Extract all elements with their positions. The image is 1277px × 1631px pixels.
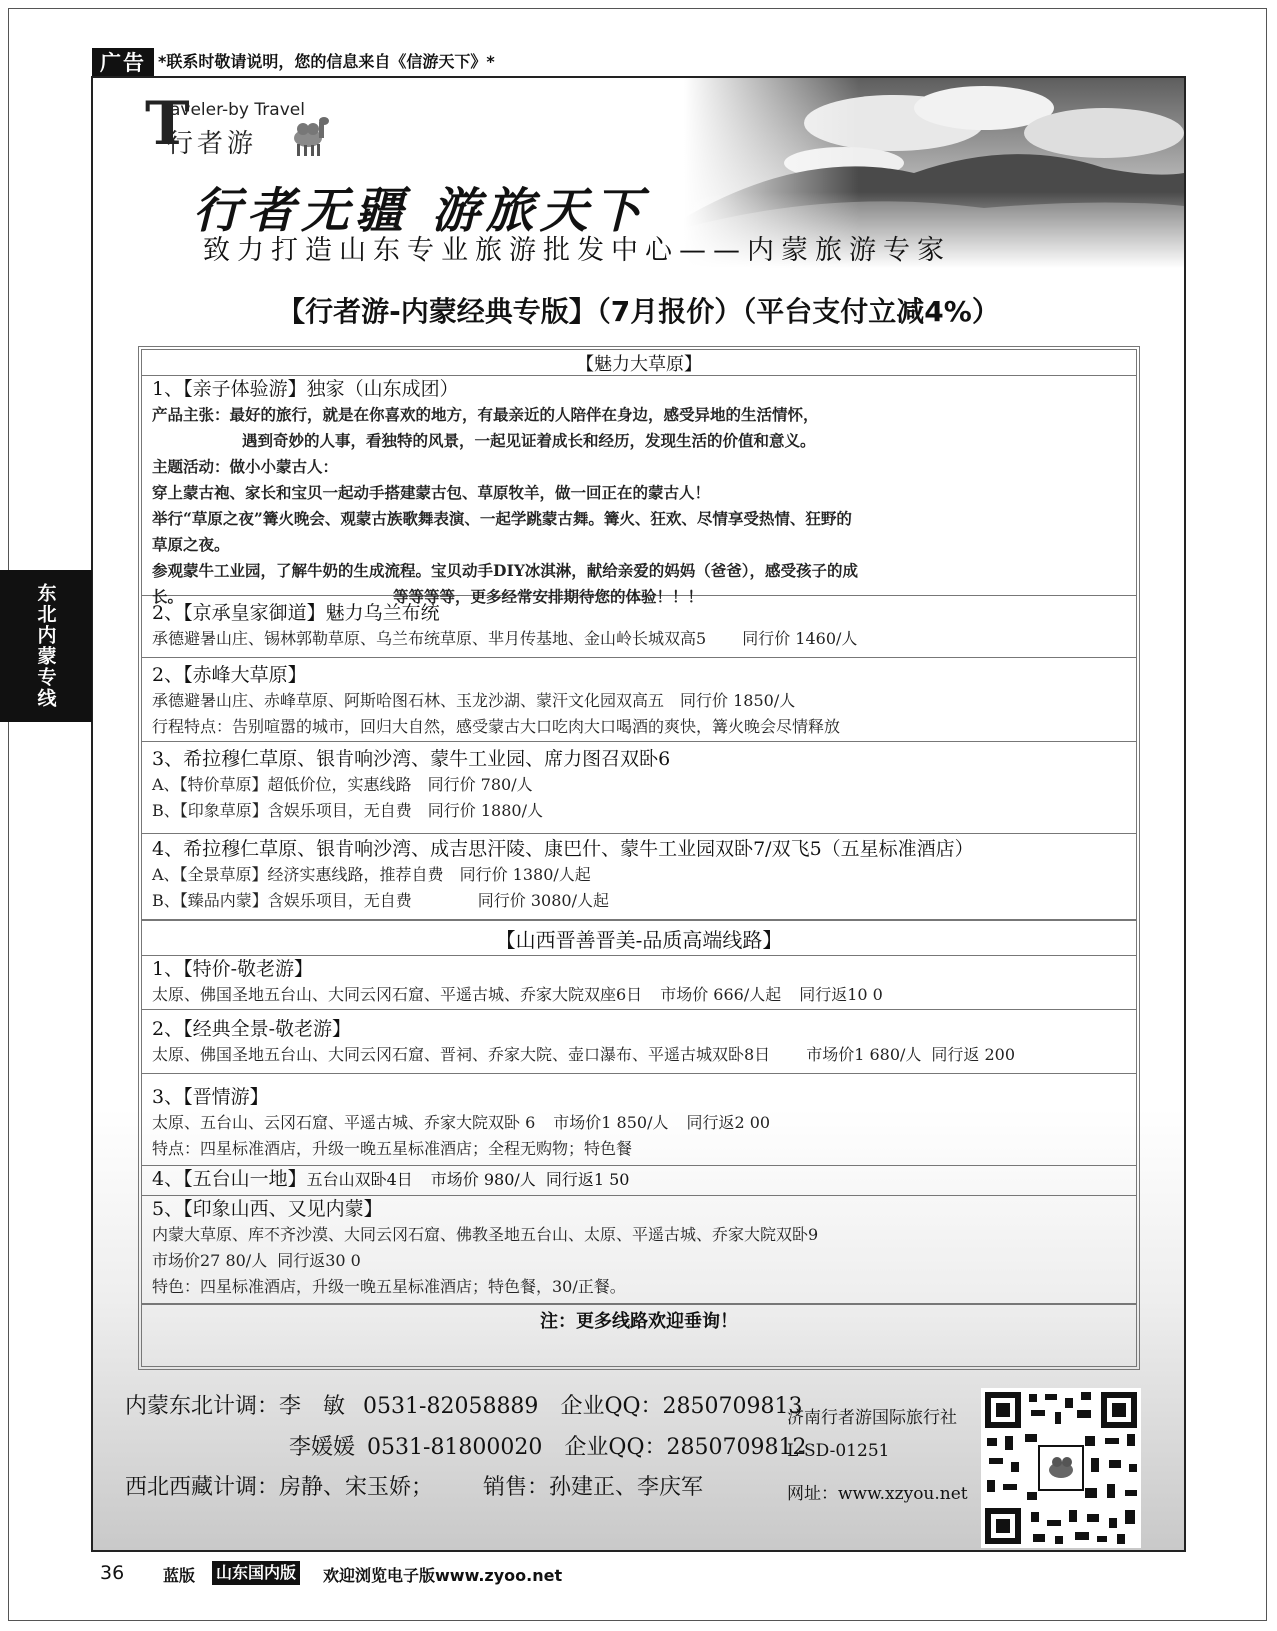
rebate: 同行返 200 — [931, 1045, 1016, 1064]
rebate: 同行返2 00 — [686, 1113, 771, 1132]
contact-qq: 企业QQ：2850709812 — [564, 1435, 807, 1460]
route-line: 遇到奇妙的人事，看独特的风景，一起见证着成长和经历，发现生活的价值和意义。 — [242, 431, 816, 450]
ad-tag: 广告 — [92, 48, 154, 76]
route-line: 穿上蒙古袍、家长和宝贝一起动手搭建蒙古包、草原牧羊，做一回正在的蒙古人！ — [152, 483, 711, 502]
route-title: 1、【特价-敬老游】 — [152, 958, 314, 980]
route-price: 同行价 1460/人 — [742, 629, 858, 648]
contact-phone: 0531-82058889 — [363, 1394, 539, 1419]
route-line: 举行“草原之夜”篝火晚会、观蒙古族歌舞表演、一起学跳蒙古舞。篝火、狂欢、尽情享受热情、狂野的 — [152, 509, 852, 528]
contact-label: 西北西藏计调： — [125, 1475, 280, 1500]
route-desc: 五台山双卧4日 — [306, 1170, 413, 1189]
rebate: 同行返30 0 — [277, 1251, 361, 1270]
route-line — [152, 862, 1126, 888]
route-desc: B、【印象草原】含娱乐项目，无自费 — [152, 801, 412, 820]
route-name: 4、【五台山一地】 — [152, 1168, 307, 1190]
route-block — [142, 834, 1136, 920]
route-title: 3、希拉穆仁草原、银肯响沙湾、蒙牛工业园、席力图召双卧6 — [152, 748, 671, 770]
route-block — [142, 1010, 1136, 1074]
route-line — [152, 1110, 1126, 1136]
route-line — [152, 798, 1126, 824]
route-block — [142, 956, 1136, 1010]
side-tab-label: 东北内蒙专线 — [34, 583, 57, 709]
route-desc: 承德避暑山庄、赤峰草原、阿斯哈图石林、玉龙沙湖、蒙汗文化园双高五 — [152, 691, 665, 710]
route-line — [152, 772, 1126, 798]
route-title: 2、【赤峰大草原】 — [152, 664, 307, 686]
contact-row — [125, 1470, 703, 1501]
logo-initial: T — [145, 89, 190, 159]
route-line: 行程特点：告别喧嚣的城市，回归大自然，感受蒙古大口吃肉大口喝酒的爽快，篝火晚会尽情释放 — [152, 717, 841, 736]
route-desc: 太原、五台山、云冈石窟、平遥古城、乔家大院双卧 6 — [152, 1113, 536, 1132]
contact-name: 李 敏 — [279, 1394, 346, 1419]
market-price: 市场价 666/人起 — [660, 985, 782, 1004]
route-line: 特色：四星标准酒店，升级一晚五星标准酒店；特色餐，30/正餐。 — [152, 1277, 626, 1296]
rebate: 同行返1 50 — [545, 1170, 630, 1189]
slogan: 行者无疆 游旅天下 — [193, 183, 648, 239]
route-desc: 太原、佛国圣地五台山、大同云冈石窟、晋祠、乔家大院、壶口瀑布、平遥古城双卧8日 — [152, 1045, 771, 1064]
line-text: 长。 — [152, 587, 184, 606]
contact-row — [125, 1389, 802, 1420]
route-desc: 太原、佛国圣地五台山、大同云冈石窟、平遥古城、乔家大院双座6日 — [152, 985, 643, 1004]
page-number: 36 — [100, 1562, 125, 1584]
ad-notice: *联系时敬请说明，您的信息来自《信游天下》* — [158, 52, 495, 71]
theme-text: 做小小蒙古人： — [229, 457, 339, 476]
route-desc: 承德避暑山庄、锡林郭勒草原、乌兰布统草原、芈月传基地、金山岭长城双高5 — [152, 629, 707, 648]
more-routes-note: 注：更多线路欢迎垂询！ — [142, 1304, 1136, 1334]
route-line — [152, 454, 1126, 480]
route-desc: A、【特价草原】超低价位，实惠线路 — [152, 775, 412, 794]
headline: 【行者游-内蒙经典专版】（7月报价）（平台支付立减4%） — [277, 295, 1000, 328]
route-title: 1、【亲子体验游】独家（山东成团） — [152, 378, 459, 400]
route-price: 同行价 1850/人 — [680, 691, 796, 710]
route-block — [142, 376, 1136, 606]
website-link[interactable]: 网址：www.xzyou.net — [787, 1484, 968, 1504]
market-price: 市场价27 80/人 — [152, 1251, 268, 1270]
contact-qq: 企业QQ：2850709813 — [560, 1394, 803, 1419]
route-price: 同行价 1880/人 — [427, 801, 543, 820]
route-line: 参观蒙牛工业园，了解牛奶的生成流程。宝贝动手DIY冰淇淋，献给亲爱的妈妈（爸爸），感受孩子的成 — [152, 561, 859, 580]
route-block — [142, 596, 1136, 658]
logo-chinese: 行者游 — [167, 129, 258, 159]
route-block — [142, 658, 1136, 742]
market-price: 市场价1 850/人 — [553, 1113, 669, 1132]
claim-label: 产品主张： — [152, 405, 230, 424]
route-line: 特点：四星标准酒店，升级一晚五星标准酒店；全程无购物；特色餐 — [152, 1139, 633, 1158]
sales-names: 孙建正、李庆军 — [549, 1475, 704, 1500]
route-line — [152, 888, 1126, 914]
footer-ebook-link[interactable]: 欢迎浏览电子版www.zyoo.net — [323, 1566, 563, 1585]
contact-phone: 0531-81800020 — [367, 1435, 543, 1460]
camel-icon — [285, 112, 331, 158]
license-number: L-SD-01251 — [787, 1441, 890, 1461]
route-block — [142, 1166, 1136, 1196]
market-price: 市场价 980/人 — [430, 1170, 536, 1189]
route-title — [152, 1166, 1126, 1193]
footer-edition: 山东国内版 — [212, 1561, 300, 1585]
contact-row — [289, 1430, 806, 1461]
route-title: 4、希拉穆仁草原、银肯响沙湾、成吉思汗陵、康巴什、蒙牛工业园双卧7/双飞5（五星标准酒店） — [152, 838, 974, 860]
section-title-grassland: 【魅力大草原】 — [142, 350, 1136, 376]
route-block — [142, 1196, 1136, 1304]
route-block — [142, 1074, 1136, 1166]
routes-table — [138, 346, 1140, 1370]
theme-label: 主题活动： — [152, 457, 230, 476]
route-price: 同行价 780/人 — [427, 775, 533, 794]
route-line: 内蒙大草原、库不齐沙漠、大同云冈石窟、佛教圣地五台山、太原、平遥古城、乔家大院双卧9 — [152, 1225, 819, 1244]
route-line — [152, 1248, 1126, 1274]
route-title: 5、【印象山西、又见内蒙】 — [152, 1198, 383, 1220]
qr-code-icon — [981, 1388, 1141, 1548]
route-price: 同行价 3080/人起 — [477, 891, 609, 910]
route-line: 草原之夜。 — [152, 535, 230, 554]
route-line — [152, 1042, 1126, 1068]
route-line — [152, 688, 1126, 714]
rebate: 同行返10 0 — [799, 985, 883, 1004]
contact-names: 房静、宋玉娇； — [279, 1475, 434, 1500]
route-line — [152, 982, 1126, 1008]
contact-label: 内蒙东北计调： — [125, 1394, 280, 1419]
logo-english: raveler-by Travel — [163, 100, 305, 120]
route-block — [142, 742, 1136, 834]
route-line — [152, 626, 1126, 652]
line-text: 等等等等，更多经常安排期待您的体验！！！ — [393, 587, 704, 606]
advertisement — [91, 76, 1186, 1552]
route-title: 3、【晋情游】 — [152, 1086, 269, 1108]
subslogan: 致力打造山东专业旅游批发中心——内蒙旅游专家 — [203, 235, 951, 266]
side-tab — [0, 570, 92, 722]
section-title-shanxi: 【山西晋善晋美-品质高端线路】 — [142, 920, 1136, 956]
footer-blue-label: 蓝版 — [163, 1566, 196, 1585]
market-price: 市场价1 680/人 — [806, 1045, 922, 1064]
route-title: 2、【京承皇家御道】魅力乌兰布统 — [152, 602, 440, 624]
company-name: 济南行者游国际旅行社 — [787, 1408, 957, 1428]
route-desc: B、【臻品内蒙】含娱乐项目，无自费 — [152, 891, 412, 910]
route-line — [152, 402, 1126, 428]
route-desc: A、【全景草原】经济实惠线路，推荐自费 — [152, 865, 444, 884]
claim-text: 最好的旅行，就是在你喜欢的地方，有最亲近的人陪伴在身边，感受异地的生活情怀， — [229, 405, 819, 424]
route-title: 2、【经典全景-敬老游】 — [152, 1018, 352, 1040]
route-price: 同行价 1380/人起 — [459, 865, 591, 884]
sales-label: 销售： — [483, 1475, 550, 1500]
contact-name: 李媛媛 — [289, 1435, 356, 1460]
